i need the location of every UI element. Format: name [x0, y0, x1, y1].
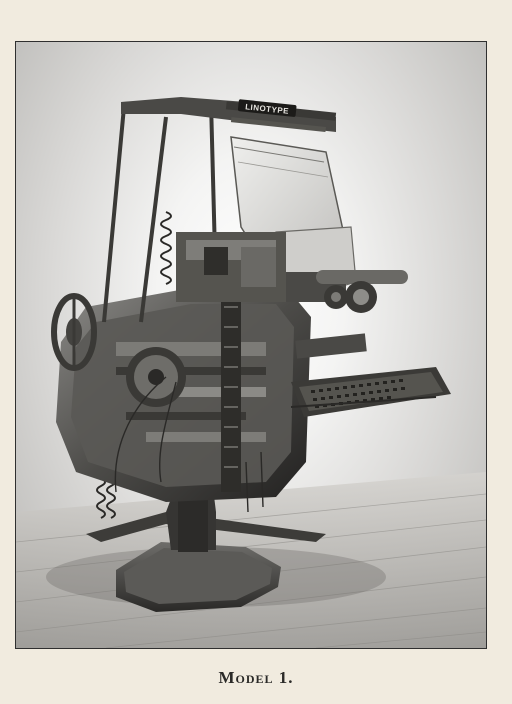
keyboard [291, 367, 451, 417]
illustration-plate [15, 41, 487, 649]
upper-spring [161, 212, 171, 284]
linotype-machine-illustration [16, 42, 486, 648]
nameplate-label: LINOTYPE [244, 102, 290, 116]
top-beam [121, 97, 336, 132]
page-caption: Model 1. [218, 668, 294, 687]
